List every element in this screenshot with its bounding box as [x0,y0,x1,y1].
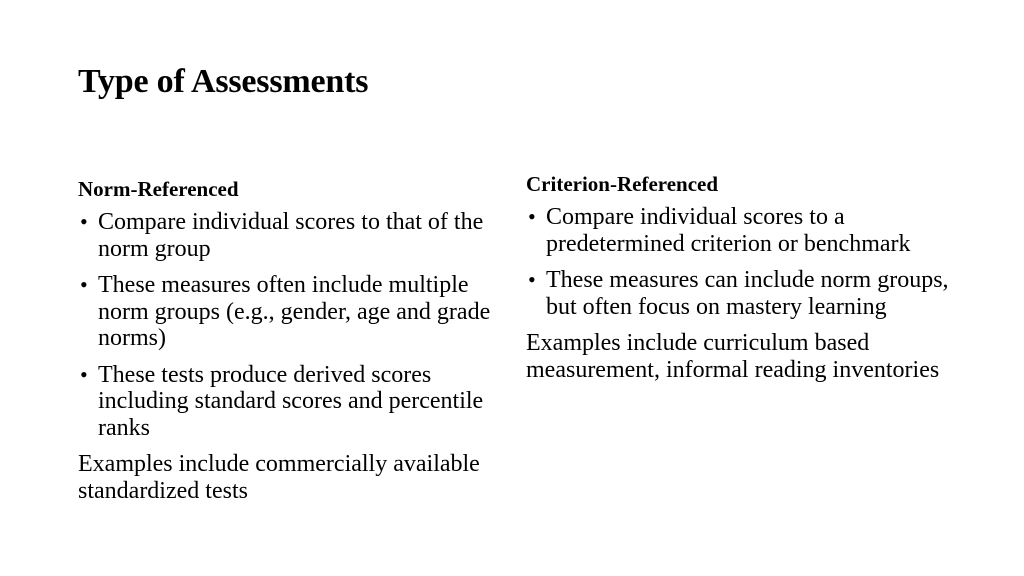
bullet-text: These measures can include norm groups, but often focus on mastery learning [546,267,949,320]
examples-text: Examples include curriculum based measurement, informal reading inventories [526,330,940,383]
bullet-icon: • [80,209,88,235]
slide-title: Type of Assessments [78,63,369,100]
bullet-list [78,209,508,441]
list-item [78,209,508,262]
examples-text: Examples include commercially available standardized tests [78,451,480,504]
bullet-text: Compare individual scores to that of the norm group [98,209,484,262]
list-item [78,362,508,442]
bullet-text: These tests produce derived scores including standard scores and percentile ranks [98,361,484,441]
list-item [78,272,508,352]
bullet-text: Compare individual scores to a predetermined criterion or benchmark [546,204,911,257]
list-item [526,204,956,257]
column-heading: Criterion-Referenced [526,172,719,196]
bullet-icon: • [528,267,536,293]
bullet-list [526,204,956,320]
criterion-referenced-column [526,171,956,383]
norm-referenced-column [78,176,508,504]
list-item [526,267,956,320]
bullet-icon: • [80,272,88,298]
bullet-text: These measures often include multiple norm groups (e.g., gender, age and grade norms) [98,272,491,352]
bullet-icon: • [80,361,88,387]
bullet-icon: • [528,204,536,230]
column-heading: Norm-Referenced [78,177,239,201]
